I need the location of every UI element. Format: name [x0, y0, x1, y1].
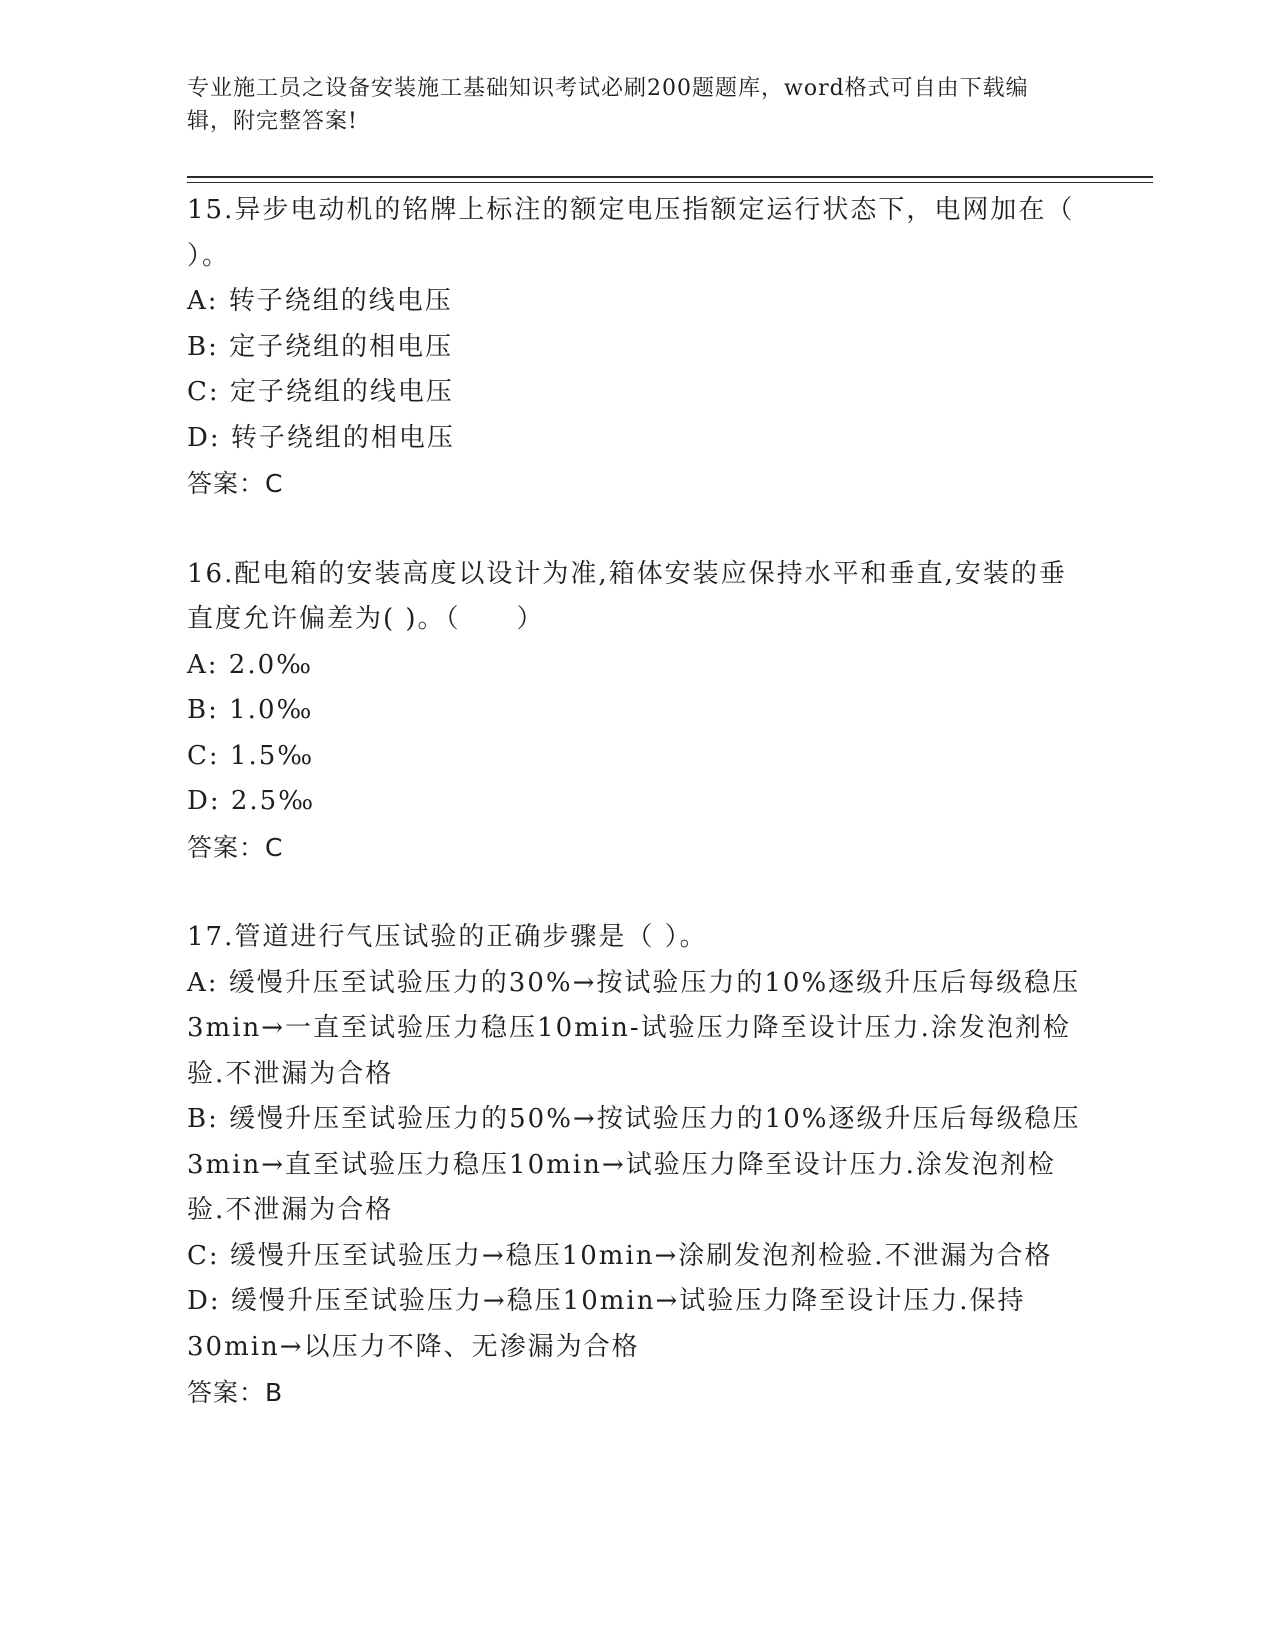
option-d: D: 2.5‰	[187, 786, 316, 816]
option-d: D: 缓慢升压至试验压力→稳压10min→试验压力降至设计压力.保持30min→以压力不降、无渗漏为合格	[187, 1286, 1026, 1362]
option-c: C: 缓慢升压至试验压力→稳压10min→涂刷发泡剂检验.不泄漏为合格	[187, 1240, 1053, 1271]
option-d: D: 转子绕组的相电压	[187, 422, 455, 453]
header-rule-thin	[187, 182, 1153, 183]
option-b: B: 1.0‰	[187, 695, 314, 725]
option-a: A: 缓慢升压至试验压力的30%→按试验压力的10%逐级升压后每级稳压3min→一直至试验压力稳压10min-试验压力降至设计压力.涂发泡剂检验.不泄漏为合格	[187, 967, 1081, 1089]
question-15	[187, 188, 1087, 507]
answer-text: 答案：C	[187, 832, 284, 862]
question-17	[187, 915, 1087, 1416]
option-b: B: 缓慢升压至试验压力的50%→按试验压力的10%逐级升压后每级稳压3min→直至试验压力稳压10min→试验压力降至设计压力.涂发泡剂检验.不泄漏为合格	[187, 1104, 1081, 1225]
answer-text: 答案：C	[187, 469, 284, 498]
question-stem: 15.异步电动机的铭牌上标注的额定电压指额定运行状态下，电网加在（ ）。	[187, 195, 1075, 271]
question-16	[187, 552, 1087, 871]
answer-text: 答案：B	[187, 1378, 284, 1407]
question-stem: 16.配电箱的安装高度以设计为准,箱体安装应保持水平和垂直,安装的垂直度允许偏差为( )。（ ）	[187, 558, 1067, 634]
header-rule-thick	[187, 176, 1153, 178]
question-list	[187, 188, 1087, 1416]
option-a: A: 2.0‰	[187, 649, 314, 680]
option-c: C: 1.5‰	[187, 740, 315, 771]
question-stem: 17.管道进行气压试验的正确步骤是（ ）。	[187, 922, 708, 952]
option-c: C: 定子绕组的线电压	[187, 377, 454, 407]
document-header: 专业施工员之设备安装施工基础知识考试必刷200题题库，word格式可自由下载编辑，附完整答案!	[187, 76, 1029, 134]
option-b: B: 定子绕组的相电压	[187, 331, 454, 362]
option-a: A: 转子绕组的线电压	[187, 286, 453, 316]
